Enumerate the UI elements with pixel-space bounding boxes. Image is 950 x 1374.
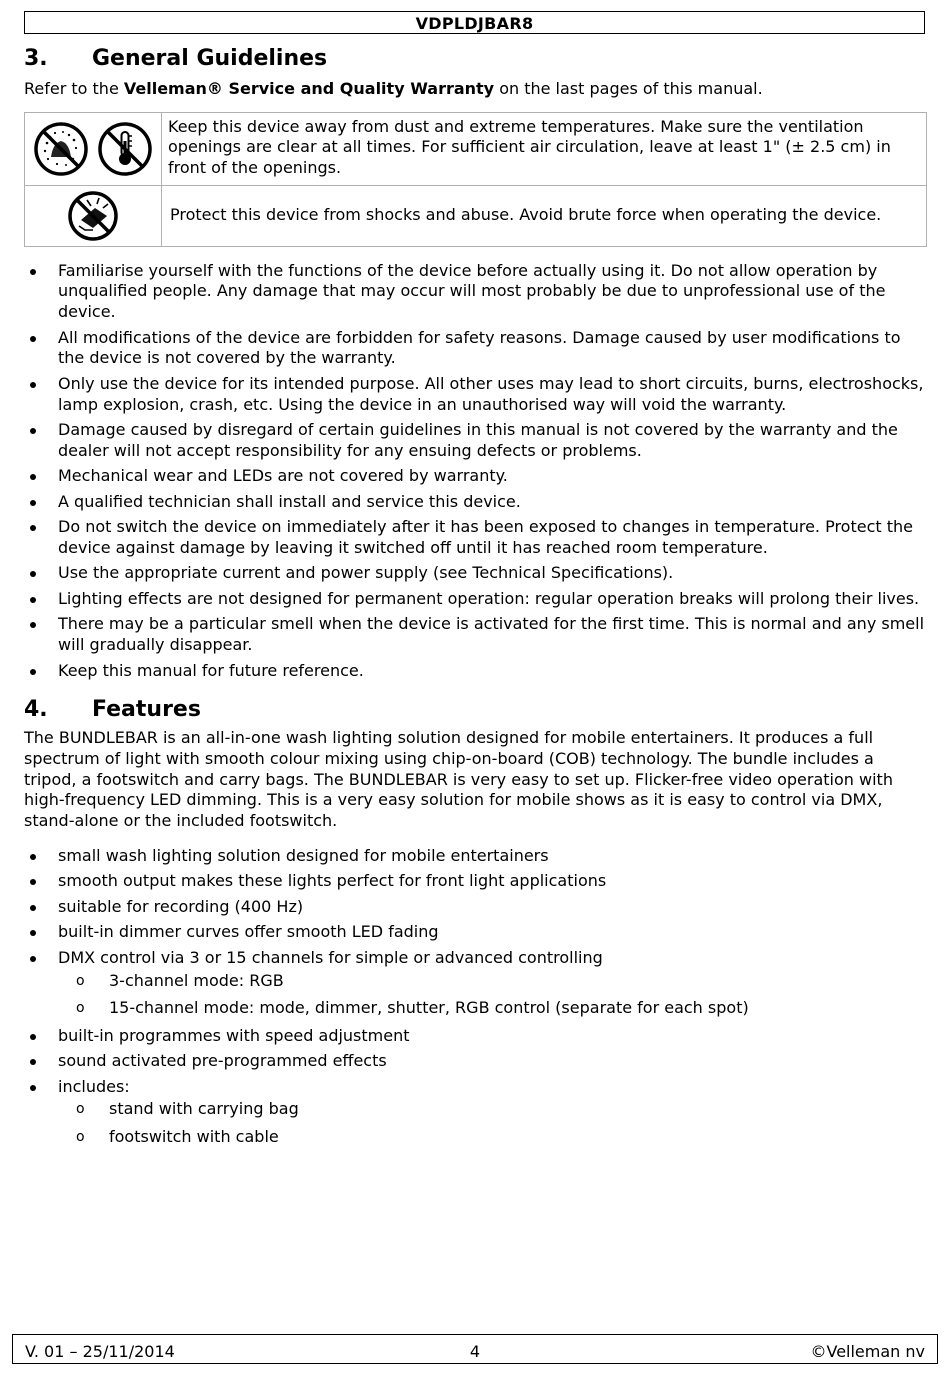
list-item: There may be a particular smell when the device is activated for the first time. This is normal and any smell will gradually disappear. (24, 614, 927, 655)
sub-list-item: o stand with carrying bag (58, 1099, 927, 1120)
section-3-heading (24, 42, 927, 74)
section-number: 3. (24, 45, 48, 71)
warning-table (24, 112, 927, 247)
warning-text-cell: Keep this device away from dust and extreme temperatures. Make sure the ventilation openings are clear at all times. For sufficient air circulation, leave at least 1" (± 2.5 cm) in front of the openings. (162, 112, 927, 185)
features-description: The BUNDLEBAR is an all-in-one wash lighting solution designed for mobile entertainers. It produces a full spectrum of light with smooth colour mixing using chip-on-board (COB) technology. The bundle includes a tripod, a footswitch and carry bags. The BUNDLEBAR is very easy to set up. Flicker-free video operation with high-frequency LED dimming. This is a very easy solution for mobile shows as it is easy to control via DMX, stand-alone or the included footswitch. (24, 728, 893, 831)
no-dust-icon (33, 121, 89, 177)
section-4-heading (24, 693, 927, 725)
page-number: 4 (469, 1342, 481, 1361)
list-item-text: includes: (58, 1076, 130, 1096)
guidelines-list (24, 261, 927, 682)
list-item (24, 1077, 927, 1148)
copyright: ©Velleman nv (810, 1342, 925, 1361)
version-date: V. 01 – 25/11/2014 (25, 1342, 175, 1361)
list-item: Damage caused by disregard of certain guidelines in this manual is not covered by the warranty and the dealer will not accept responsibility for any ensuing defects or problems. (24, 420, 927, 461)
no-shock-icon (67, 190, 119, 242)
warning-icons-cell (25, 185, 162, 246)
sub-list (58, 1099, 927, 1147)
sub-list-item: o 15-channel mode: mode, dimmer, shutter, RGB control (separate for each spot) (58, 998, 927, 1019)
sub-list-item: o footswitch with cable (58, 1127, 927, 1148)
list-item: Keep this manual for future reference. (24, 661, 927, 682)
list-item: Mechanical wear and LEDs are not covered by warranty. (24, 466, 927, 487)
list-item: A qualified technician shall install and service this device. (24, 492, 927, 513)
features-list (24, 846, 927, 1148)
list-item: Familiarise yourself with the functions of the device before actually using it. Do not allow operation by unqualified people. Any damage that may occur will most probably be due to unprofessional use of the device. (24, 261, 927, 323)
list-item: built-in dimmer curves offer smooth LED fading (24, 922, 927, 943)
list-item: smooth output makes these lights perfect for front light applications (24, 871, 927, 892)
list-item: suitable for recording (400 Hz) (24, 897, 927, 918)
warning-icons-cell (25, 112, 162, 185)
warning-text-cell: Protect this device from shocks and abuse. Avoid brute force when operating the device. (162, 185, 927, 246)
page-footer (12, 1334, 938, 1364)
section-title: General Guidelines (92, 45, 328, 71)
list-item: Do not switch the device on immediately after it has been exposed to changes in temperature. Protect the device against damage by leaving it switched off until it has reached room temperature. (24, 517, 927, 558)
section-title: Features (92, 696, 201, 722)
warranty-link-text: Velleman® Service and Quality Warranty (123, 79, 495, 98)
list-item: Use the appropriate current and power supply (see Technical Specifications). (24, 563, 927, 584)
sub-list (58, 971, 927, 1019)
no-extreme-temperature-icon (97, 121, 153, 177)
sub-list-item: o 3-channel mode: RGB (58, 971, 927, 992)
page-content (24, 42, 927, 1154)
section-number: 4. (24, 696, 48, 722)
list-item: All modifications of the device are forbidden for safety reasons. Damage caused by user modifications to the device is not covered by the warranty. (24, 328, 927, 369)
warranty-reference: Refer to the Velleman® Service and Quality Warranty on the last pages of this manual. (24, 79, 763, 98)
list-item-text: DMX control via 3 or 15 channels for simple or advanced controlling (58, 947, 603, 967)
list-item (24, 948, 927, 1019)
list-item: built-in programmes with speed adjustment (24, 1026, 927, 1047)
warning-row (25, 185, 927, 246)
list-item: small wash lighting solution designed for mobile entertainers (24, 846, 927, 867)
list-item: Only use the device for its intended purpose. All other uses may lead to short circuits, burns, electroshocks, lamp explosion, crash, etc. Using the device in an unauthorised way will void the warranty. (24, 374, 927, 415)
list-item: Lighting effects are not designed for permanent operation: regular operation breaks will prolong their lives. (24, 589, 927, 610)
model-number: VDPLDJBAR8 (415, 14, 534, 33)
page-header (24, 11, 925, 34)
warning-row (25, 112, 927, 185)
list-item: sound activated pre-programmed effects (24, 1051, 927, 1072)
